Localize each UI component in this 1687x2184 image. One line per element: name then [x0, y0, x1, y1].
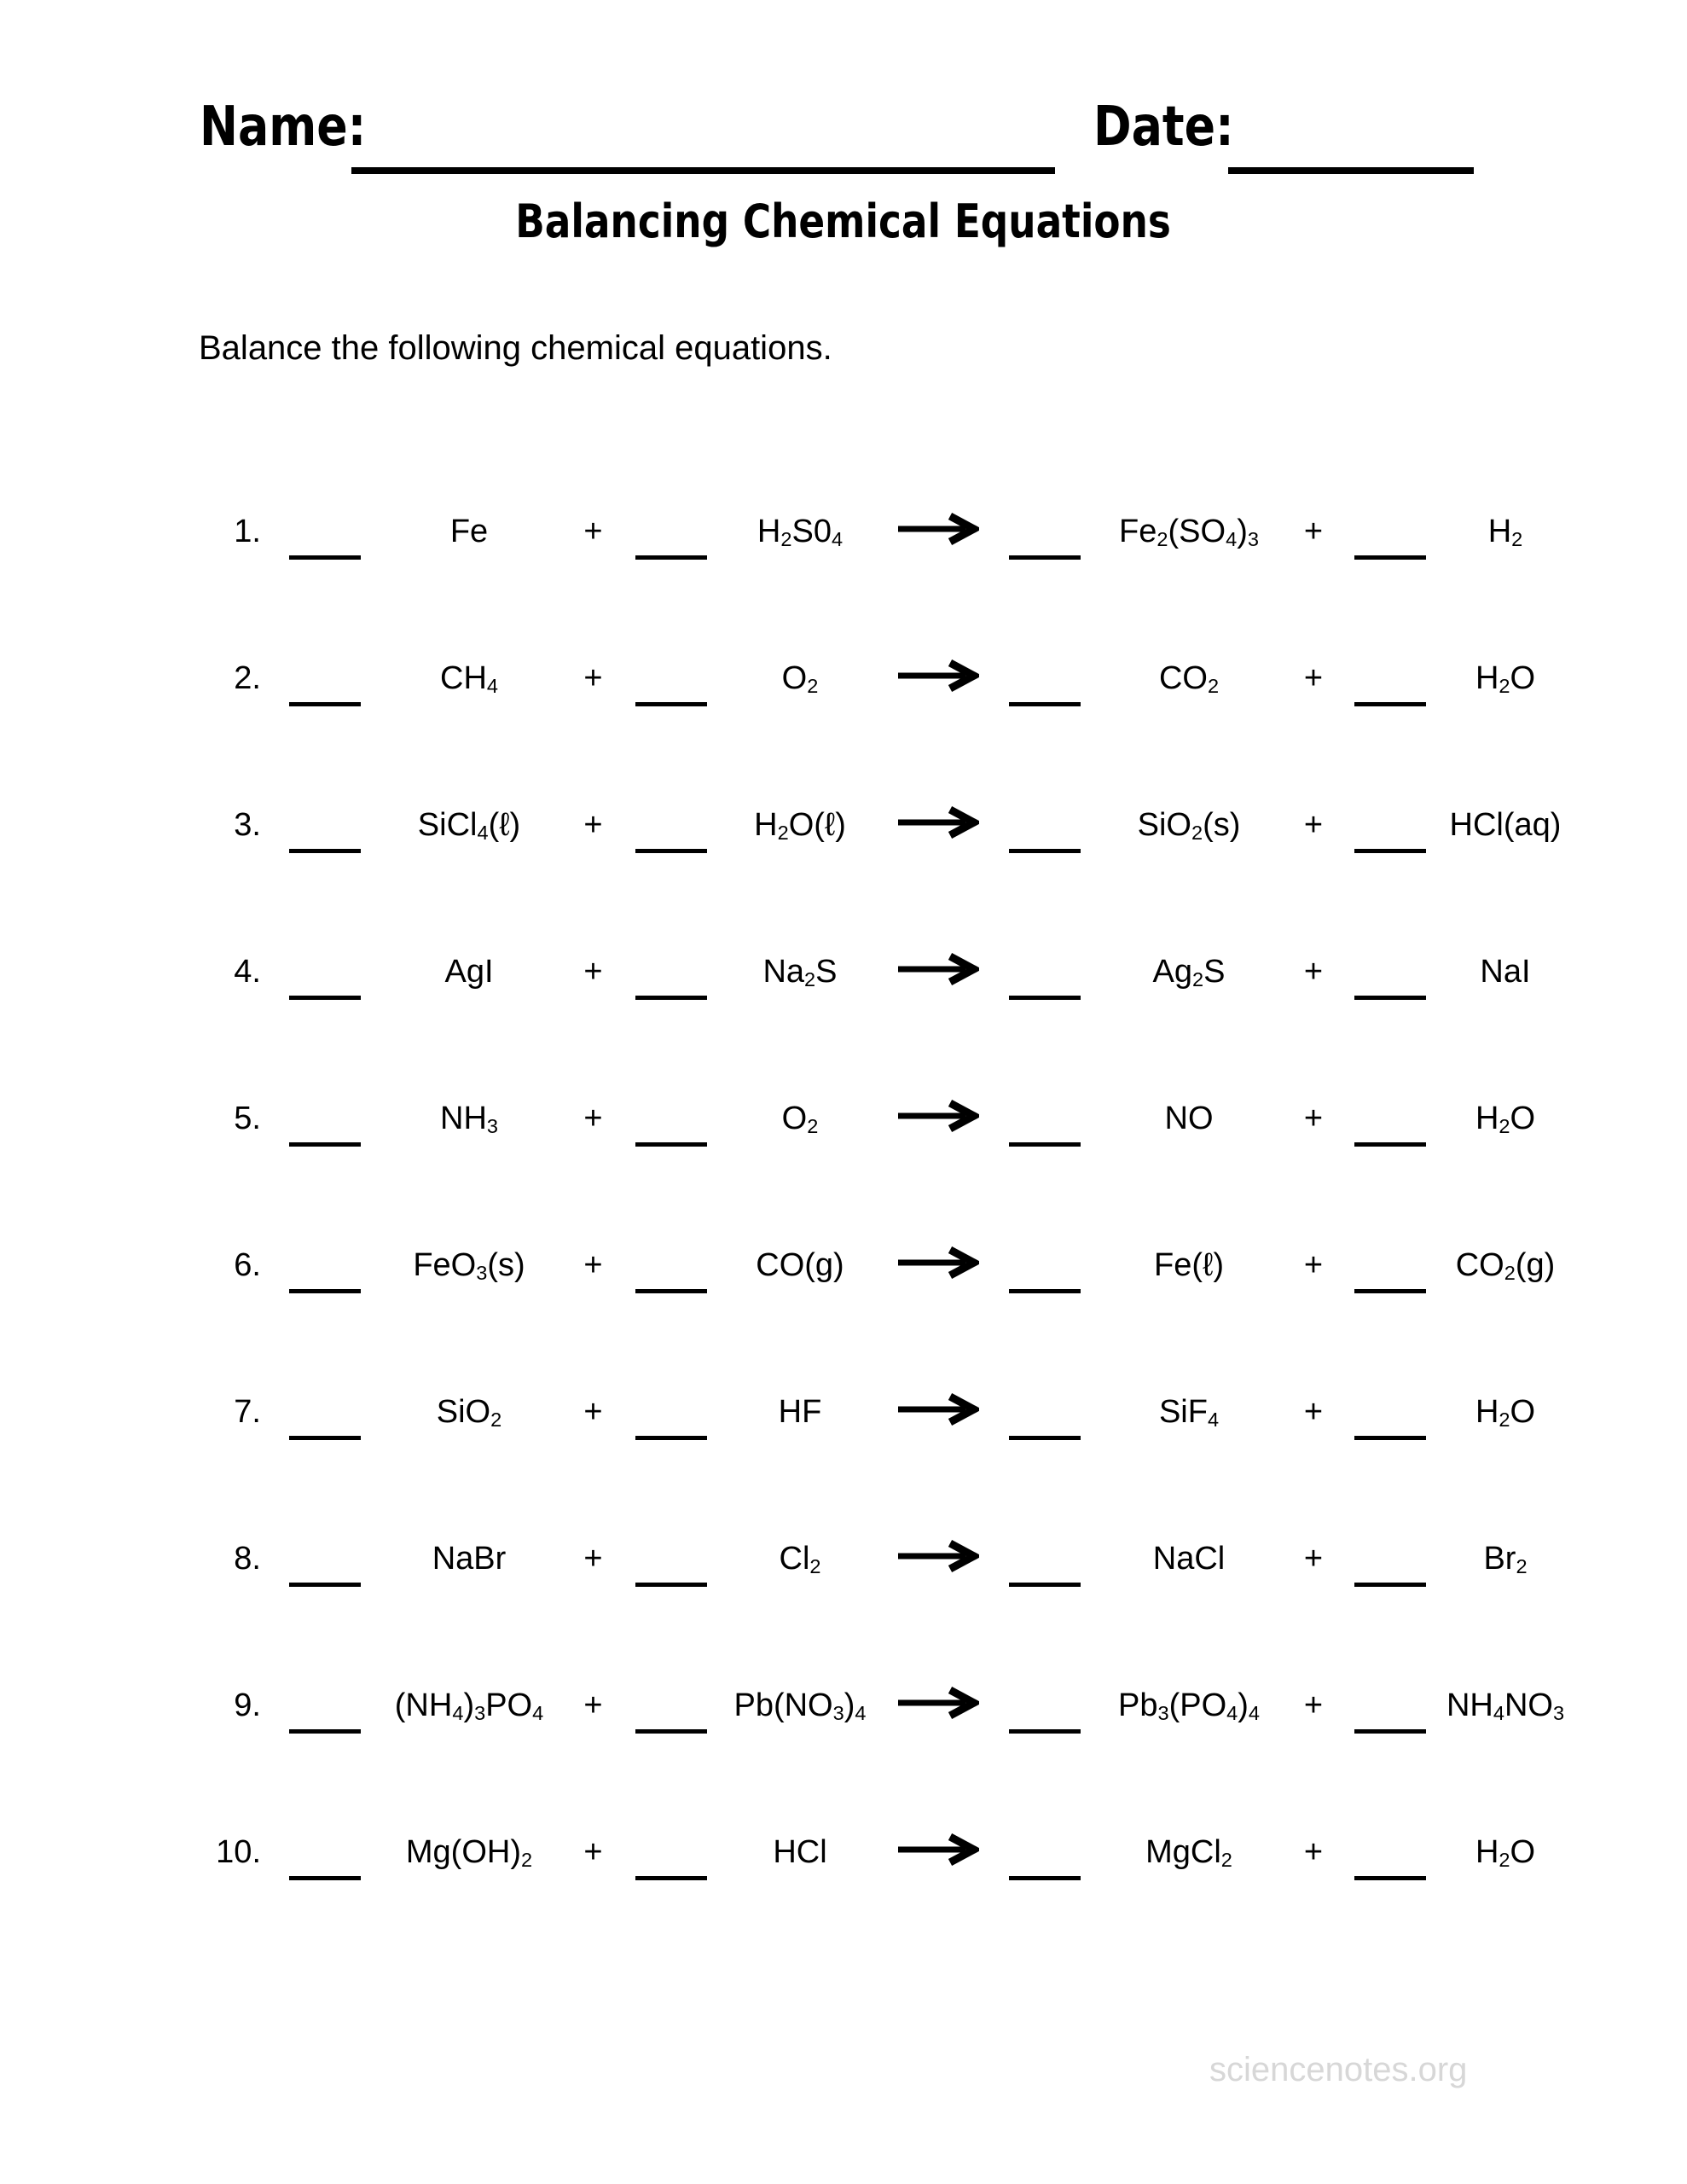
coefficient-blank[interactable] [635, 849, 707, 853]
coefficient-blank[interactable] [1354, 702, 1426, 706]
coefficient-blank[interactable] [1009, 555, 1081, 560]
chemical-formula-product1: NO [1164, 1100, 1214, 1136]
name-input-line[interactable] [351, 167, 1055, 174]
chemical-formula-product2: $H_2O$ [1475, 1100, 1536, 1138]
plus-operator: + [1303, 1833, 1324, 1870]
chemical-formula-reactant1: $CH_4$ [440, 659, 498, 698]
coefficient-blank[interactable] [289, 1142, 361, 1147]
chemical-formula-product1: $Ag_2S$ [1152, 953, 1226, 991]
chemical-formula-reactant2: $O_2$ [781, 1100, 819, 1138]
page-title: Balancing Chemical Equations [515, 195, 1172, 248]
plus-operator: + [1303, 953, 1324, 990]
chemical-formula-reactant2: $Na_2S$ [762, 953, 838, 991]
chemical-formula-reactant1: $Mg(OH)_2$ [405, 1833, 533, 1872]
plus-operator: + [1303, 806, 1324, 843]
chemical-formula-product2: HCl(aq) [1449, 806, 1562, 843]
equation-row [196, 1339, 1595, 1485]
chemical-formula-product1: $CO_2$ [1158, 659, 1220, 698]
equation-row [196, 1192, 1595, 1339]
coefficient-blank[interactable] [1009, 1583, 1081, 1587]
coefficient-blank[interactable] [289, 1436, 361, 1440]
equation-row [196, 1632, 1595, 1779]
coefficient-blank[interactable] [1009, 1142, 1081, 1147]
plus-operator: + [583, 1246, 603, 1283]
chemical-formula-reactant1: $NH_3$ [440, 1100, 498, 1138]
reaction-arrow-icon [897, 1542, 979, 1576]
chemical-formula-product1: Fe(ℓ) [1154, 1246, 1224, 1283]
plus-operator: + [1303, 659, 1324, 696]
coefficient-blank[interactable] [635, 1729, 707, 1734]
coefficient-blank[interactable] [1009, 702, 1081, 706]
equation-row [196, 1485, 1595, 1632]
reaction-arrow-icon [897, 1688, 979, 1722]
equation-number: 5. [234, 1100, 261, 1136]
coefficient-blank[interactable] [1009, 1289, 1081, 1293]
reaction-arrow-icon [897, 1101, 979, 1136]
coefficient-blank[interactable] [289, 849, 361, 853]
coefficient-blank[interactable] [1009, 1436, 1081, 1440]
coefficient-blank[interactable] [289, 1583, 361, 1587]
plus-operator: + [583, 806, 603, 843]
plus-operator: + [1303, 1540, 1324, 1577]
coefficient-blank[interactable] [635, 1142, 707, 1147]
reaction-arrow-icon [897, 514, 979, 549]
chemical-formula-reactant2: HF [778, 1393, 822, 1430]
chemical-formula-reactant2: HCl [773, 1833, 827, 1870]
equation-number: 7. [234, 1393, 261, 1430]
plus-operator: + [583, 1393, 603, 1430]
equation-number: 6. [234, 1246, 261, 1283]
chemical-formula-reactant2: $H_2S0_4$ [757, 513, 844, 551]
coefficient-blank[interactable] [1354, 1583, 1426, 1587]
chemical-formula-reactant2: $Cl_2$ [779, 1540, 821, 1578]
equation-row [196, 898, 1595, 1045]
chemical-formula-product1: $Pb_3(PO_4)_4$ [1117, 1687, 1261, 1725]
coefficient-blank[interactable] [289, 1289, 361, 1293]
chemical-formula-reactant2: $H_2O(\ell)$ [754, 806, 846, 845]
chemical-formula-product1: MgCl$_2$ [1145, 1833, 1232, 1872]
coefficient-blank[interactable] [1354, 849, 1426, 853]
plus-operator: + [1303, 1687, 1324, 1723]
chemical-formula-product1: SiO$_2$(s) [1137, 806, 1241, 845]
coefficient-blank[interactable] [635, 1583, 707, 1587]
chemical-formula-reactant1: SiCl$_4$(ℓ) [417, 806, 521, 845]
chemical-formula-reactant1: NaBr [432, 1540, 507, 1577]
plus-operator: + [583, 1100, 603, 1136]
coefficient-blank[interactable] [1354, 1142, 1426, 1147]
coefficient-blank[interactable] [289, 1876, 361, 1880]
coefficient-blank[interactable] [289, 555, 361, 560]
reaction-arrow-icon [897, 1395, 979, 1429]
reaction-arrow-icon [897, 661, 979, 695]
chemical-formula-product1: $Fe_2(SO_4)_3$ [1119, 513, 1259, 551]
plus-operator: + [583, 1687, 603, 1723]
chemical-formula-reactant1: Fe [449, 513, 489, 549]
equation-number: 10. [216, 1833, 261, 1870]
chemical-formula-reactant2: CO(g) [756, 1246, 844, 1283]
coefficient-blank[interactable] [1354, 555, 1426, 560]
footer-watermark: sciencenotes.org [1209, 2051, 1468, 2088]
plus-operator: + [1303, 1246, 1324, 1283]
chemical-formula-reactant1: SiO$_2$ [436, 1393, 502, 1432]
coefficient-blank[interactable] [635, 1289, 707, 1293]
chemical-formula-reactant1: $(NH_4)_3PO_4$ [394, 1687, 544, 1725]
equation-number: 3. [234, 806, 261, 843]
chemical-formula-product1: NaCl [1152, 1540, 1226, 1577]
reaction-arrow-icon [897, 955, 979, 989]
equation-row [196, 605, 1595, 752]
chemical-formula-product2: $H_2O$ [1475, 1393, 1536, 1432]
chemical-formula-product2: $H_2O$ [1475, 1833, 1536, 1872]
plus-operator: + [583, 1833, 603, 1870]
coefficient-blank[interactable] [1009, 849, 1081, 853]
coefficient-blank[interactable] [635, 1876, 707, 1880]
reaction-arrow-icon [897, 1248, 979, 1282]
coefficient-blank[interactable] [289, 996, 361, 1000]
name-label: Name: [200, 96, 367, 159]
chemical-formula-reactant1: FeO$_3$(s) [413, 1246, 525, 1285]
chemical-formula-product2: $H_2O$ [1475, 659, 1536, 698]
coefficient-blank[interactable] [289, 1729, 361, 1734]
title-container [0, 195, 1687, 248]
coefficient-blank[interactable] [635, 702, 707, 706]
plus-operator: + [583, 513, 603, 549]
coefficient-blank[interactable] [1354, 1876, 1426, 1880]
coefficient-blank[interactable] [635, 1436, 707, 1440]
equation-number: 1. [234, 513, 261, 549]
chemical-formula-product2: $Br_2$ [1483, 1540, 1528, 1578]
coefficient-blank[interactable] [1354, 1729, 1426, 1734]
plus-operator: + [583, 1540, 603, 1577]
equation-row [196, 458, 1595, 605]
coefficient-blank[interactable] [1354, 1289, 1426, 1293]
reaction-arrow-icon [897, 808, 979, 842]
chemical-formula-product1: SiF$_4$ [1158, 1393, 1220, 1432]
coefficient-blank[interactable] [1009, 1729, 1081, 1734]
plus-operator: + [1303, 1100, 1324, 1136]
coefficient-blank[interactable] [289, 702, 361, 706]
date-input-line[interactable] [1228, 167, 1474, 174]
chemical-formula-reactant2: $O_2$ [781, 659, 819, 698]
equation-row [196, 752, 1595, 898]
chemical-formula-product2: $CO_2(g)$ [1455, 1246, 1556, 1285]
date-label: Date: [1093, 96, 1234, 159]
plus-operator: + [583, 659, 603, 696]
plus-operator: + [583, 953, 603, 990]
coefficient-blank[interactable] [1354, 1436, 1426, 1440]
coefficient-blank[interactable] [635, 555, 707, 560]
equation-row [196, 1779, 1595, 1926]
plus-operator: + [1303, 1393, 1324, 1430]
instruction-text: Balance the following chemical equations. [199, 329, 832, 367]
plus-operator: + [1303, 513, 1324, 549]
coefficient-blank[interactable] [635, 996, 707, 1000]
chemical-formula-product2: $H_2$ [1487, 513, 1523, 551]
chemical-formula-reactant2: $Pb(NO_3)_4$ [733, 1687, 867, 1725]
coefficient-blank[interactable] [1009, 996, 1081, 1000]
coefficient-blank[interactable] [1009, 1876, 1081, 1880]
equation-number: 4. [234, 953, 261, 990]
equation-row [196, 1045, 1595, 1192]
chemical-formula-product2: NaI [1480, 953, 1531, 990]
chemical-formula-reactant1: AgI [444, 953, 494, 990]
equation-number: 2. [234, 659, 261, 696]
chemical-formula-product2: $NH_4NO_3$ [1446, 1687, 1565, 1725]
equation-list [196, 458, 1595, 1926]
reaction-arrow-icon [897, 1835, 979, 1869]
coefficient-blank[interactable] [1354, 996, 1426, 1000]
equation-number: 8. [234, 1540, 261, 1577]
equation-number: 9. [234, 1687, 261, 1723]
